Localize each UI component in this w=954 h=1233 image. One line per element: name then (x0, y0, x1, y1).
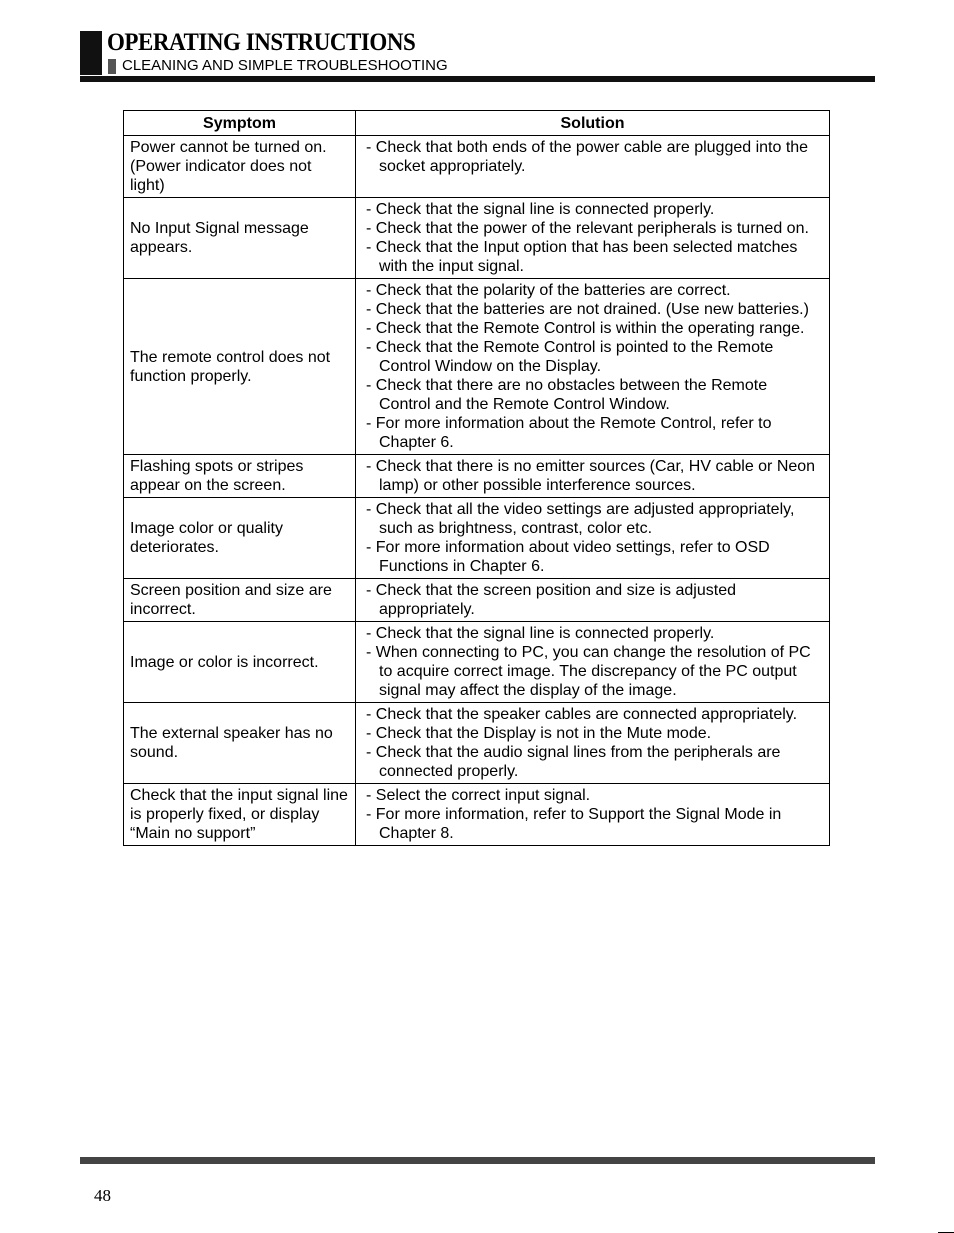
symptom-cell: Flashing spots or stripes appear on the screen. (124, 455, 356, 498)
table-row (124, 136, 830, 198)
table-row (124, 279, 830, 455)
solution-item: - For more information, refer to Support the Signal Mode in Chapter 8. (366, 806, 782, 842)
solution-cell (356, 622, 830, 703)
solution-item: - Check that the batteries are not drained. (Use new batteries.) (366, 301, 809, 318)
footer-rule (80, 1157, 875, 1164)
solution-item: - Check that there are no obstacles between the Remote Control and the Remote Control Window. (366, 377, 768, 413)
header-rule (80, 76, 875, 82)
table-row (124, 579, 830, 622)
symptom-cell: The external speaker has no sound. (124, 703, 356, 784)
solution-cell (356, 279, 830, 455)
page-number: 48 (94, 1186, 111, 1205)
section-subtitle: CLEANING AND SIMPLE TROUBLESHOOTING (122, 57, 448, 74)
symptom-cell: Power cannot be turned on. (Power indicator does not light) (124, 136, 356, 198)
symptom-cell: Screen position and size are incorrect. (124, 579, 356, 622)
solution-cell (356, 784, 830, 846)
solution-item: - For more information about the Remote Control, refer to Chapter 6. (366, 415, 772, 451)
symptom-cell: No Input Signal message appears. (124, 198, 356, 279)
header-block-mark (80, 31, 102, 75)
solution-item: - Check that the Display is not in the Mute mode. (366, 725, 712, 742)
solution-cell (356, 198, 830, 279)
solution-item: - Check that the Remote Control is within the operating range. (366, 320, 805, 337)
table-row (124, 498, 830, 579)
solution-item: - Check that the signal line is connected properly. (366, 625, 715, 642)
solution-cell (356, 498, 830, 579)
solution-item: - Check that all the video settings are adjusted appropriately, such as brightness, contrast, color etc. (366, 501, 795, 537)
header-symptom: Symptom (124, 111, 356, 136)
solution-item: - For more information about video settings, refer to OSD Functions in Chapter 6. (366, 539, 770, 575)
solution-item: - Check that there is no emitter sources (Car, HV cable or Neon lamp) or other possible interference sources. (366, 458, 816, 494)
solution-cell (356, 455, 830, 498)
symptom-cell: Check that the input signal line is properly fixed, or display “Main no support” (124, 784, 356, 846)
table-row (124, 455, 830, 498)
table-header-row (124, 111, 830, 136)
solution-item: - Check that the signal line is connected properly. (366, 201, 715, 218)
symptom-cell: The remote control does not function properly. (124, 279, 356, 455)
table-row (124, 784, 830, 846)
solution-cell (356, 136, 830, 198)
symptom-cell: Image or color is incorrect. (124, 622, 356, 703)
solution-item: - Check that the Input option that has been selected matches with the input signal. (366, 239, 798, 275)
solution-item: - When connecting to PC, you can change the resolution of PC to acquire correct image. The discrepancy of the PC output signal may affect the display of the image. (366, 644, 811, 699)
header-solution: Solution (356, 111, 830, 136)
solution-item: - Check that the screen position and size is adjusted appropriately. (366, 582, 736, 618)
page-title: OPERATING INSTRUCTIONS (107, 29, 416, 56)
solution-cell (356, 579, 830, 622)
table-row (124, 198, 830, 279)
table-row (124, 703, 830, 784)
subtitle-mark (108, 59, 116, 74)
table-row (124, 622, 830, 703)
solution-item: - Check that the power of the relevant peripherals is turned on. (366, 220, 809, 237)
symptom-cell: Image color or quality deteriorates. (124, 498, 356, 579)
solution-item: - Check that the polarity of the batteries are correct. (366, 282, 731, 299)
solution-cell (356, 703, 830, 784)
solution-item: - Select the correct input signal. (366, 787, 591, 804)
solution-item: - Check that the audio signal lines from the peripherals are connected properly. (366, 744, 781, 780)
solution-item: - Check that the speaker cables are connected appropriately. (366, 706, 798, 723)
troubleshooting-table (123, 110, 830, 846)
solution-item: - Check that both ends of the power cable are plugged into the socket appropriately. (366, 139, 809, 175)
solution-item: - Check that the Remote Control is pointed to the Remote Control Window on the Display. (366, 339, 774, 375)
